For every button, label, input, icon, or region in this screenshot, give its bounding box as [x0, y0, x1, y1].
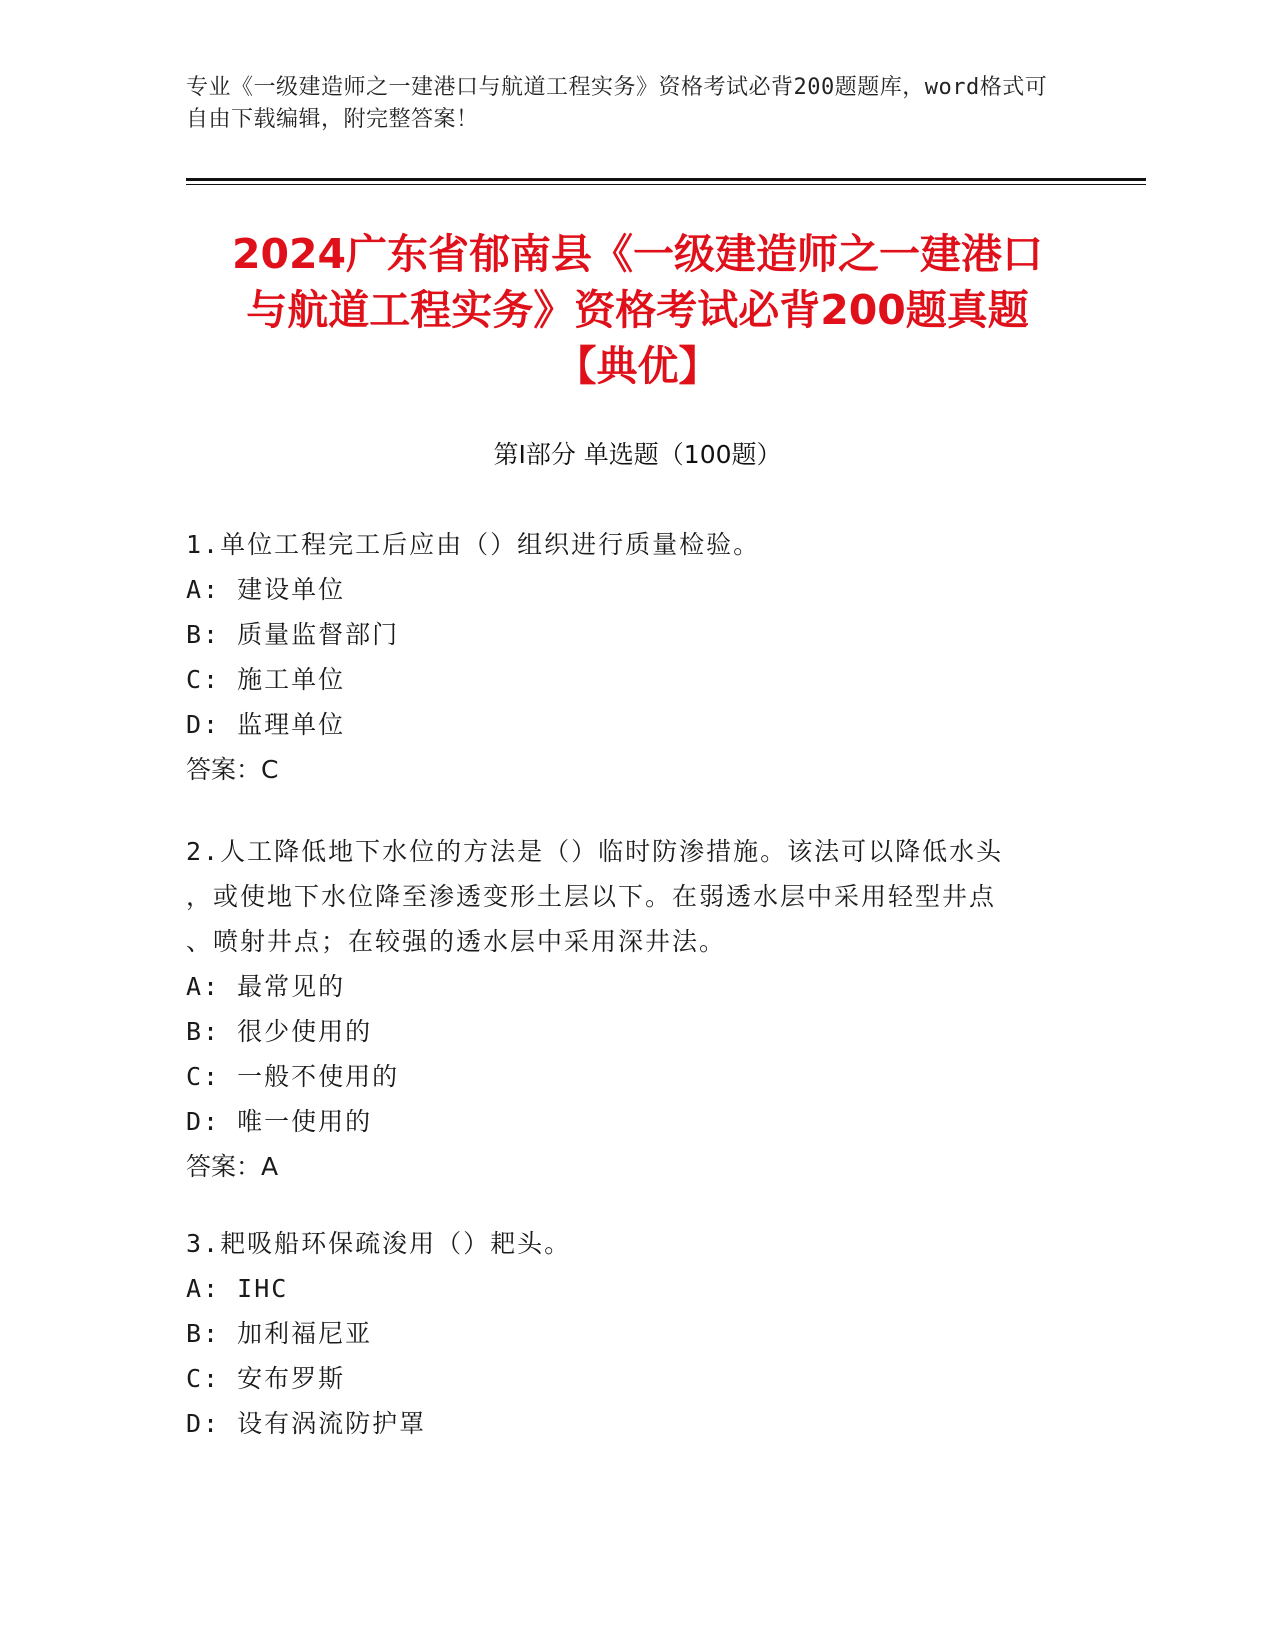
option-a: A: 最常见的 — [186, 972, 346, 1001]
title-line-2: 与航道工程实务》资格考试必背200题真题 — [246, 286, 1029, 334]
question-stem: 3.耙吸船环保疏浚用（）耙头。 — [186, 1229, 572, 1258]
title-line-3: 【典优】 — [555, 342, 720, 390]
option-d: D: 唯一使用的 — [186, 1107, 373, 1136]
option-b: B: 很少使用的 — [186, 1017, 373, 1046]
option-c: C: 施工单位 — [186, 665, 346, 694]
question-stem-line-2: ，或使地下水位降至渗透变形土层以下。在弱透水层中采用轻型井点 — [186, 882, 997, 911]
question-2 — [186, 829, 1066, 1189]
option-c: C: 安布罗斯 — [186, 1364, 346, 1393]
document-title — [186, 226, 1089, 394]
question-1 — [186, 522, 1066, 792]
question-stem-line-1: 2.人工降低地下水位的方法是（）临时防渗措施。该法可以降低水头 — [186, 837, 1004, 866]
header-note: 专业《一级建造师之一建港口与航道工程实务》资格考试必背200题题库，word格式可自由下载编辑，附完整答案！ — [186, 75, 1048, 132]
question-stem-line-3: 、喷射井点；在较强的透水层中采用深井法。 — [186, 927, 727, 956]
option-c: C: 一般不使用的 — [186, 1062, 400, 1091]
option-a: A: IHC — [186, 1274, 289, 1303]
header-divider-thin — [186, 184, 1146, 185]
question-stem: 1.单位工程完工后应由（）组织进行质量检验。 — [186, 530, 761, 559]
answer: 答案：C — [186, 755, 279, 784]
question-3 — [186, 1221, 1066, 1446]
title-line-1: 2024广东省郁南县《一级建造师之一建港口 — [231, 230, 1044, 278]
header-divider-thick — [186, 178, 1146, 181]
answer: 答案：A — [186, 1152, 279, 1181]
option-d: D: 设有涡流防护罩 — [186, 1409, 427, 1438]
section-heading: 第I部分 单选题（100题） — [493, 440, 782, 469]
option-b: B: 质量监督部门 — [186, 620, 400, 649]
option-a: A: 建设单位 — [186, 575, 346, 604]
option-b: B: 加利福尼亚 — [186, 1319, 373, 1348]
option-d: D: 监理单位 — [186, 710, 346, 739]
